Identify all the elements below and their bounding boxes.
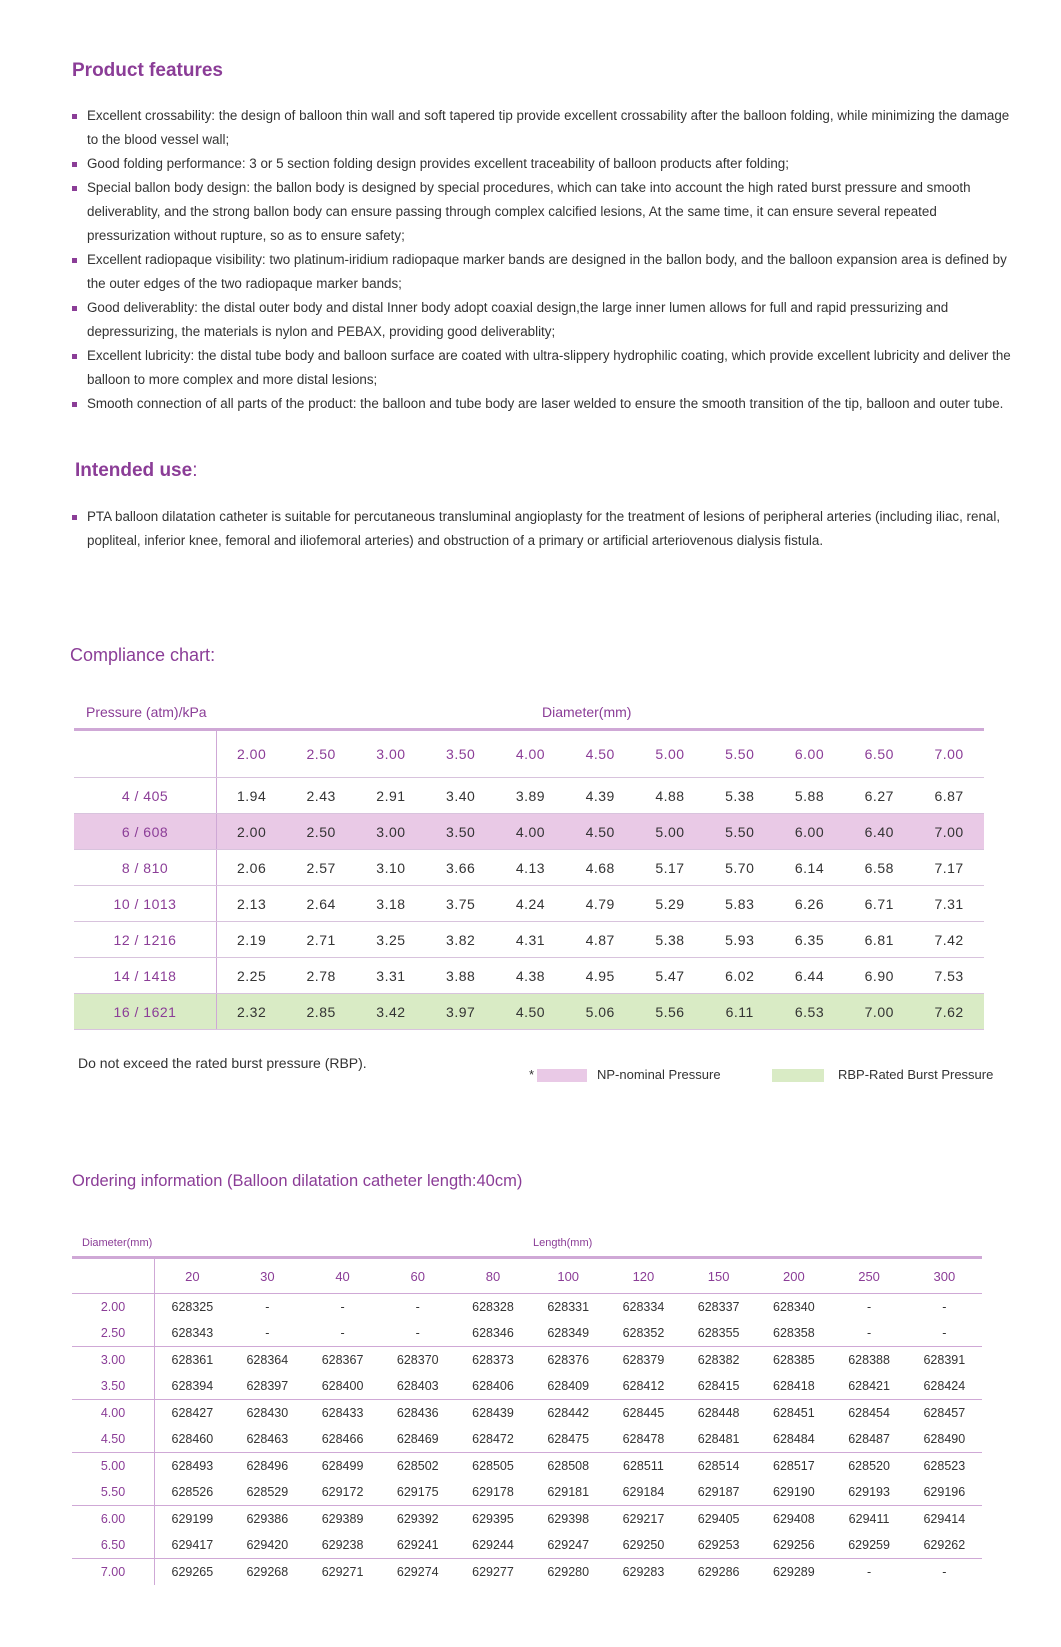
ordering-length-label: Length(mm) xyxy=(533,1237,593,1249)
product-code: 628385 xyxy=(773,1353,815,1367)
product-code: 628352 xyxy=(606,1320,681,1347)
diameter-value: 6.27 xyxy=(844,778,914,814)
pressure-label: Pressure (atm)/kPa xyxy=(86,704,207,720)
product-code: 628394 xyxy=(155,1373,230,1400)
product-code: 628397 xyxy=(230,1373,305,1400)
product-code: 629286 xyxy=(697,1565,740,1579)
diameter-value: 3.25 xyxy=(356,922,426,958)
product-code: - xyxy=(305,1320,380,1347)
product-code: 629274 xyxy=(396,1565,439,1579)
diameter-value: 2.32 xyxy=(217,994,287,1030)
diameter-value: 3.00 xyxy=(356,814,426,850)
pressure-cell: 6 / 608 xyxy=(74,814,217,850)
diameter-value: 5.29 xyxy=(635,886,705,922)
diameter-value: 3.88 xyxy=(426,958,496,994)
product-code: 628346 xyxy=(455,1320,530,1347)
product-code: 628361 xyxy=(171,1353,214,1367)
feature-item: Good folding performance: 3 or 5 section folding design provides excellent traceability of balloon products after folding; xyxy=(72,152,1012,176)
diameter-value: 3.89 xyxy=(496,778,566,814)
product-code: 628367 xyxy=(321,1353,364,1367)
product-code: 629250 xyxy=(606,1532,681,1559)
compliance-row xyxy=(74,994,984,1030)
diameter-header: 2.50 xyxy=(286,730,356,778)
ordering-row xyxy=(72,1347,982,1374)
product-code: 628427 xyxy=(171,1406,214,1420)
diameter-value: 6.26 xyxy=(775,886,845,922)
diameter-value: 2.64 xyxy=(286,886,356,922)
diameter-value: 2.57 xyxy=(286,850,356,886)
product-code: 629417 xyxy=(155,1532,230,1559)
diameter-value: 7.00 xyxy=(914,814,984,850)
ordering-row xyxy=(72,1320,982,1347)
product-code: 629187 xyxy=(681,1479,756,1506)
product-code: 629241 xyxy=(380,1532,455,1559)
ordering-row xyxy=(72,1453,982,1480)
diameter-value: 6.87 xyxy=(914,778,984,814)
diameter-value: 7.00 xyxy=(844,994,914,1030)
product-code: - xyxy=(380,1320,455,1347)
product-code: 628523 xyxy=(923,1459,966,1473)
diameter-value: 3.10 xyxy=(356,850,426,886)
product-code: 628424 xyxy=(907,1373,982,1400)
ordering-diameter-cell: 5.50 xyxy=(72,1479,155,1506)
diameter-value: 7.17 xyxy=(914,850,984,886)
product-code: 629259 xyxy=(831,1532,906,1559)
length-header: 150 xyxy=(681,1258,756,1294)
diameter-value: 5.06 xyxy=(565,994,635,1030)
feature-item: Excellent lubricity: the distal tube body and balloon surface are coated with ultra-slippery hydrophilic coating, which provide excellent lubricity and deliver the balloon to more complex and more distal lesions; xyxy=(72,344,1012,392)
length-header: 80 xyxy=(455,1258,530,1294)
length-header: 200 xyxy=(756,1258,831,1294)
product-code: 628328 xyxy=(472,1300,514,1314)
product-code: - xyxy=(866,1300,872,1314)
product-code: 628499 xyxy=(321,1459,364,1473)
product-code: 629420 xyxy=(230,1532,305,1559)
product-code: 628484 xyxy=(756,1426,831,1453)
diameter-value: 5.88 xyxy=(775,778,845,814)
product-code: 628340 xyxy=(773,1300,815,1314)
diameter-value: 2.06 xyxy=(217,850,287,886)
ordering-title: Ordering information (Balloon dilatation catheter length:40cm) xyxy=(72,1172,523,1190)
diameter-value: 4.39 xyxy=(565,778,635,814)
feature-item: Smooth connection of all parts of the product: the balloon and tube body are laser welded to ensure the smooth transition of the tip, balloon and outer tube. xyxy=(72,392,1012,416)
diameter-value: 5.47 xyxy=(635,958,705,994)
product-code: 628415 xyxy=(681,1373,756,1400)
diameter-value: 5.70 xyxy=(705,850,775,886)
length-header: 20 xyxy=(155,1258,230,1294)
product-code: 628355 xyxy=(681,1320,756,1347)
diameter-value: 2.78 xyxy=(286,958,356,994)
diameter-value: 5.38 xyxy=(635,922,705,958)
product-code: 629175 xyxy=(380,1479,455,1506)
product-code: 628388 xyxy=(848,1353,890,1367)
product-code: 628406 xyxy=(455,1373,530,1400)
diameter-value: 2.85 xyxy=(286,994,356,1030)
diameter-header: 3.50 xyxy=(426,730,496,778)
product-code: 628376 xyxy=(547,1353,590,1367)
diameter-value: 4.38 xyxy=(496,958,566,994)
product-code: 628370 xyxy=(396,1353,439,1367)
ordering-diameter-cell: 7.00 xyxy=(72,1559,155,1586)
diameter-value: 7.42 xyxy=(914,922,984,958)
pressure-cell: 10 / 1013 xyxy=(74,886,217,922)
corner-cell xyxy=(74,730,217,778)
diameter-value: 2.13 xyxy=(217,886,287,922)
diameter-value: 5.38 xyxy=(705,778,775,814)
features-list xyxy=(72,104,1012,416)
product-code: 628520 xyxy=(848,1459,890,1473)
product-code: 628475 xyxy=(531,1426,606,1453)
product-code: 629283 xyxy=(622,1565,665,1579)
product-code: 628463 xyxy=(230,1426,305,1453)
product-code: - xyxy=(907,1320,982,1347)
product-code: 628436 xyxy=(396,1406,439,1420)
diameter-value: 2.50 xyxy=(286,814,356,850)
product-code: 629262 xyxy=(907,1532,982,1559)
product-code: 629289 xyxy=(773,1565,815,1579)
product-code: - xyxy=(866,1565,872,1579)
product-code: 628391 xyxy=(923,1353,966,1367)
product-code: 629389 xyxy=(321,1512,364,1526)
length-header: 300 xyxy=(907,1258,982,1294)
diameter-value: 6.44 xyxy=(775,958,845,994)
product-code: 628457 xyxy=(923,1406,966,1420)
product-code: 628400 xyxy=(305,1373,380,1400)
product-code: 629398 xyxy=(547,1512,590,1526)
product-code: - xyxy=(265,1300,270,1314)
product-code: 628358 xyxy=(756,1320,831,1347)
product-code: 628382 xyxy=(697,1353,740,1367)
diameter-value: 6.35 xyxy=(775,922,845,958)
diameter-value: 5.93 xyxy=(705,922,775,958)
diameter-value: 3.42 xyxy=(356,994,426,1030)
product-code: 628439 xyxy=(472,1406,514,1420)
diameter-value: 4.13 xyxy=(496,850,566,886)
intended-use-list xyxy=(72,505,1012,553)
ordering-row xyxy=(72,1426,982,1453)
diameter-value: 1.94 xyxy=(217,778,287,814)
diameter-value: 6.40 xyxy=(844,814,914,850)
diameter-value: 3.50 xyxy=(426,814,496,850)
feature-item: Excellent radiopaque visibility: two platinum-iridium radiopaque marker bands are designed in the ballon body, and the balloon expansion area is defined by the outer edges of the two radiopaque marker bands; xyxy=(72,248,1012,296)
diameter-value: 4.00 xyxy=(496,814,566,850)
product-code: 629271 xyxy=(321,1565,364,1579)
diameter-value: 3.82 xyxy=(426,922,496,958)
diameter-header: 4.50 xyxy=(565,730,635,778)
product-code: 628445 xyxy=(622,1406,665,1420)
diameter-header: 7.00 xyxy=(914,730,984,778)
pressure-cell: 8 / 810 xyxy=(74,850,217,886)
diameter-value: 3.66 xyxy=(426,850,496,886)
product-code: 628421 xyxy=(831,1373,906,1400)
diameter-value: 5.56 xyxy=(635,994,705,1030)
diameter-value: 3.97 xyxy=(426,994,496,1030)
product-code: 628349 xyxy=(531,1320,606,1347)
compliance-header-row xyxy=(74,730,984,778)
ordering-row xyxy=(72,1479,982,1506)
product-code: 628331 xyxy=(547,1300,590,1314)
compliance-table-wrap xyxy=(74,728,984,1030)
product-code: - xyxy=(942,1565,947,1579)
legend-rbp: RBP-Rated Burst Pressure xyxy=(838,1067,994,1082)
product-code: 629265 xyxy=(171,1565,214,1579)
diameter-value: 4.31 xyxy=(496,922,566,958)
diameter-value: 4.68 xyxy=(565,850,635,886)
product-code: 629392 xyxy=(396,1512,439,1526)
pressure-cell: 14 / 1418 xyxy=(74,958,217,994)
ordering-diameter-cell: 4.50 xyxy=(72,1426,155,1453)
product-code: 628469 xyxy=(380,1426,455,1453)
product-code: 628409 xyxy=(531,1373,606,1400)
diameter-label: Diameter(mm) xyxy=(542,704,632,720)
ordering-diameter-cell: 3.00 xyxy=(72,1347,155,1374)
intended-use-title-text: Intended use xyxy=(75,460,193,481)
diameter-header: 4.00 xyxy=(496,730,566,778)
product-code: 629247 xyxy=(531,1532,606,1559)
diameter-value: 4.24 xyxy=(496,886,566,922)
compliance-table xyxy=(74,728,984,1030)
ordering-diameter-cell: 2.00 xyxy=(72,1294,155,1321)
product-code: 628505 xyxy=(472,1459,514,1473)
product-code: 628529 xyxy=(230,1479,305,1506)
product-code: 628481 xyxy=(681,1426,756,1453)
product-code: 629414 xyxy=(923,1512,966,1526)
length-header: 100 xyxy=(531,1258,606,1294)
compliance-row xyxy=(74,922,984,958)
product-code: 628442 xyxy=(547,1406,590,1420)
product-code: 628517 xyxy=(773,1459,815,1473)
diameter-value: 7.31 xyxy=(914,886,984,922)
diameter-value: 2.25 xyxy=(217,958,287,994)
product-code: 628373 xyxy=(472,1353,514,1367)
product-code: 628325 xyxy=(171,1300,214,1314)
product-code: 628490 xyxy=(907,1426,982,1453)
ordering-diameter-cell: 6.50 xyxy=(72,1532,155,1559)
product-code: - xyxy=(942,1300,947,1314)
diameter-value: 4.87 xyxy=(565,922,635,958)
product-code: 629238 xyxy=(305,1532,380,1559)
ordering-diameter-cell: 6.00 xyxy=(72,1506,155,1533)
ordering-diameter-cell: 3.50 xyxy=(72,1373,155,1400)
diameter-header: 3.00 xyxy=(356,730,426,778)
product-code: 629196 xyxy=(907,1479,982,1506)
product-code: 629386 xyxy=(246,1512,289,1526)
product-code: 628334 xyxy=(622,1300,665,1314)
feature-item: Special ballon body design: the ballon body is designed by special procedures, which can take into account the high rated burst pressure and smooth deliverablity, and the strong ballon body can ensure passing through complex calcified lesions, At the same time, it can ensure several repeated pressurization without rupture, so as to ensure safety; xyxy=(72,176,1012,248)
intended-use-title xyxy=(75,460,197,482)
product-code: 629181 xyxy=(531,1479,606,1506)
diameter-value: 3.75 xyxy=(426,886,496,922)
product-code: 629178 xyxy=(455,1479,530,1506)
compliance-row xyxy=(74,850,984,886)
diameter-value: 2.71 xyxy=(286,922,356,958)
length-header: 60 xyxy=(380,1258,455,1294)
product-code: 629172 xyxy=(305,1479,380,1506)
diameter-value: 6.71 xyxy=(844,886,914,922)
diameter-value: 5.50 xyxy=(705,814,775,850)
legend-star: * xyxy=(529,1067,535,1082)
ordering-diameter-label: Diameter(mm) xyxy=(82,1237,153,1249)
intended-use-colon: : xyxy=(192,460,198,481)
product-code: 629277 xyxy=(472,1565,514,1579)
intended-use-item: PTA balloon dilatation catheter is suitable for percutaneous transluminal angioplasty for the treatment of lesions of peripheral arteries (including iliac, renal, popliteal, inferior knee, femoral and iliofemoral arteries) and obstruction of a primary or artificial arteriovenous dialysis fistula. xyxy=(72,505,1012,553)
product-code: 629184 xyxy=(606,1479,681,1506)
product-code: 628487 xyxy=(831,1426,906,1453)
product-code: 629244 xyxy=(455,1532,530,1559)
product-code: 628526 xyxy=(155,1479,230,1506)
product-code: 628403 xyxy=(380,1373,455,1400)
diameter-value: 6.90 xyxy=(844,958,914,994)
product-code: 629190 xyxy=(756,1479,831,1506)
product-code: 629193 xyxy=(831,1479,906,1506)
ordering-row xyxy=(72,1559,982,1586)
product-code: 628493 xyxy=(171,1459,214,1473)
ordering-row xyxy=(72,1400,982,1427)
diameter-value: 2.19 xyxy=(217,922,287,958)
product-code: 628478 xyxy=(606,1426,681,1453)
diameter-value: 6.00 xyxy=(775,814,845,850)
diameter-value: 2.43 xyxy=(286,778,356,814)
pressure-cell: 12 / 1216 xyxy=(74,922,217,958)
product-code: 628466 xyxy=(305,1426,380,1453)
diameter-value: 3.31 xyxy=(356,958,426,994)
compliance-title: Compliance chart: xyxy=(70,645,216,665)
product-code: 629253 xyxy=(681,1532,756,1559)
diameter-value: 6.14 xyxy=(775,850,845,886)
product-code: - xyxy=(340,1300,345,1314)
diameter-header: 5.50 xyxy=(705,730,775,778)
compliance-row xyxy=(74,958,984,994)
diameter-header: 6.50 xyxy=(844,730,914,778)
diameter-value: 6.02 xyxy=(705,958,775,994)
ordering-row xyxy=(72,1532,982,1559)
diameter-header: 6.00 xyxy=(775,730,845,778)
legend-np: NP-nominal Pressure xyxy=(597,1067,721,1082)
diameter-value: 4.95 xyxy=(565,958,635,994)
product-code: 628343 xyxy=(155,1320,230,1347)
ordering-diameter-cell: 2.50 xyxy=(72,1320,155,1347)
pressure-cell: 16 / 1621 xyxy=(74,994,217,1030)
ordering-diameter-cell: 5.00 xyxy=(72,1453,155,1480)
product-code: 628508 xyxy=(547,1459,590,1473)
product-code: 629408 xyxy=(773,1512,815,1526)
diameter-header: 5.00 xyxy=(635,730,705,778)
diameter-value: 4.50 xyxy=(496,994,566,1030)
diameter-value: 4.79 xyxy=(565,886,635,922)
diameter-value: 4.50 xyxy=(565,814,635,850)
diameter-value: 7.62 xyxy=(914,994,984,1030)
rbp-note: Do not exceed the rated burst pressure (RBP). xyxy=(78,1055,367,1071)
corner-cell xyxy=(72,1258,155,1294)
product-code: 629395 xyxy=(472,1512,514,1526)
diameter-value: 6.11 xyxy=(705,994,775,1030)
product-code: 628451 xyxy=(773,1406,815,1420)
np-swatch xyxy=(537,1069,587,1082)
diameter-value: 3.18 xyxy=(356,886,426,922)
diameter-value: 4.88 xyxy=(635,778,705,814)
length-header: 40 xyxy=(305,1258,380,1294)
product-code: 628418 xyxy=(756,1373,831,1400)
diameter-value: 7.53 xyxy=(914,958,984,994)
length-header: 120 xyxy=(606,1258,681,1294)
product-code: 628454 xyxy=(848,1406,890,1420)
product-code: 628337 xyxy=(697,1300,740,1314)
product-code: 628514 xyxy=(697,1459,740,1473)
diameter-value: 6.81 xyxy=(844,922,914,958)
diameter-value: 5.83 xyxy=(705,886,775,922)
product-code: 629405 xyxy=(697,1512,740,1526)
ordering-diameter-cell: 4.00 xyxy=(72,1400,155,1427)
diameter-value: 6.58 xyxy=(844,850,914,886)
product-code: 628511 xyxy=(623,1459,664,1473)
product-code: 628460 xyxy=(155,1426,230,1453)
ordering-row xyxy=(72,1294,982,1321)
diameter-value: 5.00 xyxy=(635,814,705,850)
product-code: 628364 xyxy=(246,1353,289,1367)
diameter-header: 2.00 xyxy=(217,730,287,778)
product-code: - xyxy=(230,1320,305,1347)
product-code: 629280 xyxy=(547,1565,590,1579)
compliance-row xyxy=(74,814,984,850)
product-code: 628502 xyxy=(396,1459,439,1473)
product-code: 628496 xyxy=(246,1459,289,1473)
product-code: 628448 xyxy=(697,1406,740,1420)
product-code: 629411 xyxy=(848,1512,890,1526)
product-code: 629256 xyxy=(756,1532,831,1559)
product-code: - xyxy=(831,1320,906,1347)
ordering-row xyxy=(72,1373,982,1400)
diameter-value: 6.53 xyxy=(775,994,845,1030)
feature-item: Good deliverablity: the distal outer body and distal Inner body adopt coaxial design,the large inner lumen allows for full and rapid pressurizing and depressurizing, the materials is nylon and PEBAX, providing good deliverablity; xyxy=(72,296,1012,344)
features-title: Product features xyxy=(72,60,223,81)
diameter-value: 3.40 xyxy=(426,778,496,814)
ordering-table xyxy=(72,1256,982,1585)
product-code: - xyxy=(415,1300,420,1314)
diameter-value: 5.17 xyxy=(635,850,705,886)
product-code: 628379 xyxy=(622,1353,665,1367)
product-code: 628472 xyxy=(455,1426,530,1453)
rbp-swatch xyxy=(772,1069,824,1082)
pressure-cell: 4 / 405 xyxy=(74,778,217,814)
ordering-table-wrap xyxy=(72,1256,982,1585)
product-code: 628430 xyxy=(246,1406,289,1420)
diameter-value: 2.91 xyxy=(356,778,426,814)
length-header: 30 xyxy=(230,1258,305,1294)
product-code: 629199 xyxy=(171,1512,214,1526)
diameter-value: 2.00 xyxy=(217,814,287,850)
product-code: 628433 xyxy=(321,1406,364,1420)
ordering-header-row xyxy=(72,1258,982,1294)
product-code: 629217 xyxy=(622,1512,665,1526)
product-code: 628412 xyxy=(606,1373,681,1400)
ordering-row xyxy=(72,1506,982,1533)
length-header: 250 xyxy=(831,1258,906,1294)
compliance-row xyxy=(74,778,984,814)
compliance-row xyxy=(74,886,984,922)
product-code: 629268 xyxy=(246,1565,289,1579)
feature-item: Excellent crossability: the design of balloon thin wall and soft tapered tip provide excellent crossability after the balloon folding, while minimizing the damage to the blood vessel wall; xyxy=(72,104,1012,152)
